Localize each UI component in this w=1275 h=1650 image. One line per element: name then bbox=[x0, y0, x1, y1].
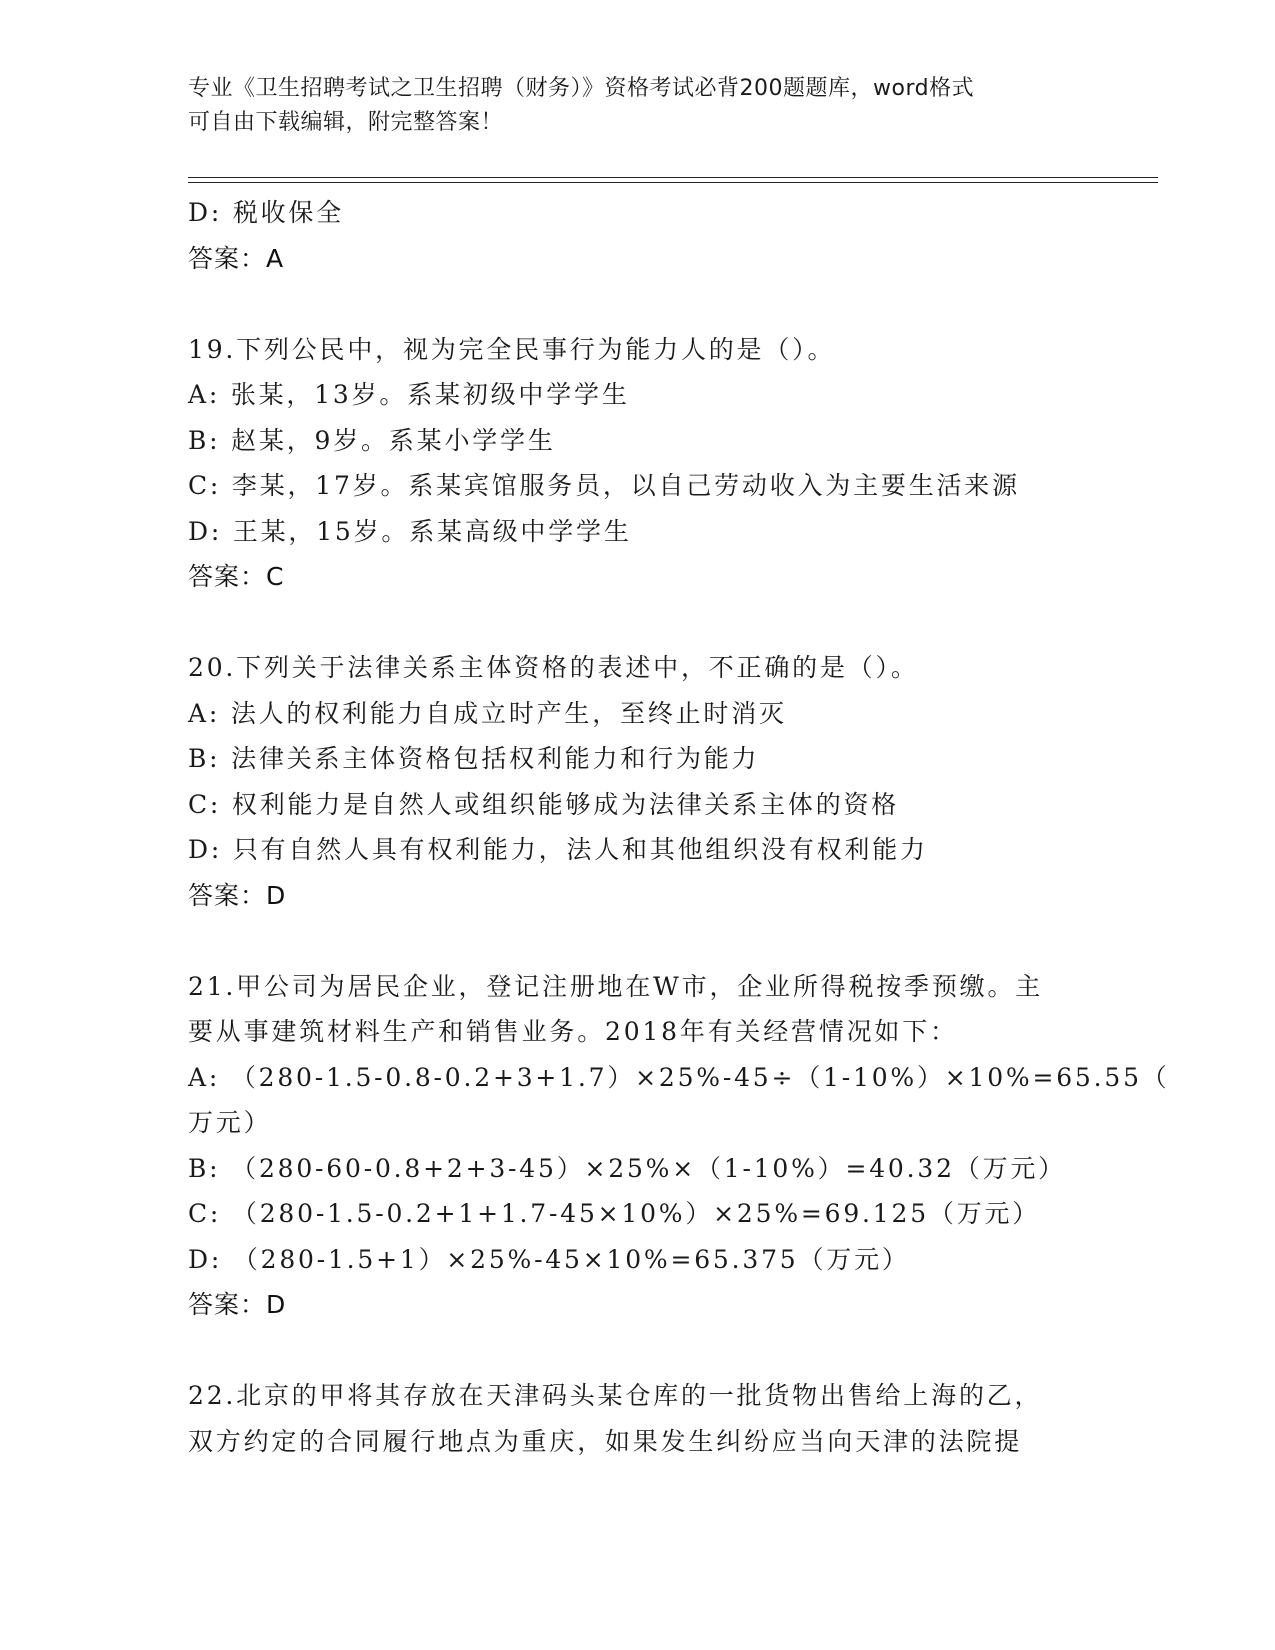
question-19-option-c: C: 李某，17岁。系某宾馆服务员，以自己劳动收入为主要生活来源 bbox=[188, 471, 1020, 500]
question-22-stem-line-1: 22.北京的甲将其存放在天津码头某仓库的一批货物出售给上海的乙， bbox=[188, 1381, 1043, 1410]
header-line-2: 可自由下载编辑，附完整答案！ bbox=[188, 110, 504, 135]
question-21-stem-line-1: 21.甲公司为居民企业，登记注册地在W市，企业所得税按季预缴。主 bbox=[188, 971, 1044, 1001]
spacer bbox=[188, 281, 1148, 327]
question-19-stem: 19.下列公民中，视为完全民事行为能力人的是（）。 bbox=[188, 334, 836, 364]
question-content bbox=[188, 190, 1170, 1464]
question-20-stem: 20.下列关于法律关系主体资格的表述中，不正确的是（）。 bbox=[188, 653, 919, 682]
header-divider-bottom bbox=[188, 182, 1158, 183]
spacer bbox=[188, 918, 1148, 964]
question-19-option-d: D: 王某，15岁。系某高级中学学生 bbox=[188, 516, 632, 546]
question-21-option-b: B: （280-60-0.8+2+3-45）×25%×（1-10%）=40.32（万元） bbox=[188, 1153, 1066, 1183]
question-19-option-b: B: 赵某，9岁。系某小学学生 bbox=[188, 425, 556, 455]
question-21-option-d: D: （280-1.5+1）×25%-45×10%=65.375（万元） bbox=[188, 1244, 910, 1274]
spacer bbox=[188, 1328, 1148, 1374]
question-21-stem-line-2: 要从事建筑材料生产和销售业务。2018年有关经营情况如下： bbox=[188, 1017, 958, 1046]
header-line-1: 专业《卫生招聘考试之卫生招聘（财务）》资格考试必背200题题库，word格式 bbox=[188, 76, 975, 101]
question-19-answer: 答案：C bbox=[188, 562, 285, 591]
question-20-option-c: C: 权利能力是自然人或组织能够成为法律关系主体的资格 bbox=[188, 789, 900, 819]
question-20-option-b: B: 法律关系主体资格包括权利能力和行为能力 bbox=[188, 744, 760, 773]
answer-line: 答案：A bbox=[188, 243, 285, 273]
option-line: D: 税收保全 bbox=[188, 198, 345, 227]
question-22-stem-line-2: 双方约定的合同履行地点为重庆，如果发生纠纷应当向天津的法院提 bbox=[188, 1426, 1023, 1456]
question-21-answer: 答案：D bbox=[188, 1290, 287, 1319]
header-divider-top bbox=[188, 177, 1158, 178]
question-19-option-a: A: 张某，13岁。系某初级中学学生 bbox=[188, 380, 630, 409]
spacer bbox=[188, 600, 1148, 646]
question-21-option-a-cont: 万元） bbox=[188, 1108, 272, 1137]
question-20-answer: 答案：D bbox=[188, 880, 287, 910]
question-20-option-d: D: 只有自然人具有权利能力，法人和其他组织没有权利能力 bbox=[188, 835, 928, 864]
question-21-option-c: C: （280-1.5-0.2+1+1.7-45×10%）×25%=69.125（万元） bbox=[188, 1199, 1041, 1228]
document-header bbox=[188, 72, 1088, 140]
question-21-option-a: A: （280-1.5-0.8-0.2+3+1.7）×25%-45÷（1-10%）×10%=65.55（ bbox=[188, 1062, 1170, 1092]
question-20-option-a: A: 法人的权利能力自成立时产生，至终止时消灭 bbox=[188, 698, 787, 728]
